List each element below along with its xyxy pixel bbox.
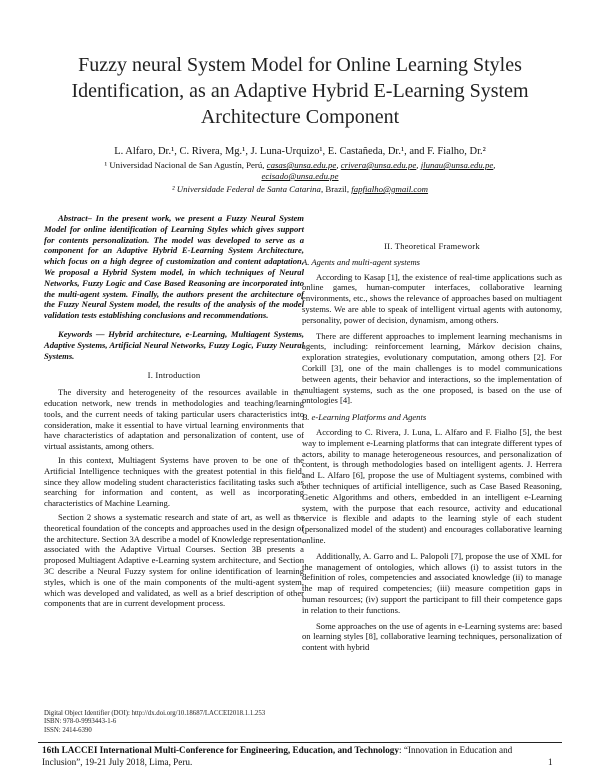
doi-line: Digital Object Identifier (DOI): http://dx.doi.org/10.18687/LACCEI2018.1.1.253 — [44, 710, 266, 717]
right-column — [302, 241, 562, 653]
paragraph: The diversity and heterogeneity of the resources available in the education network, new trends in methodologies and teaching/learning tools, and the current needs of taking particular users characteristics into consideration, make it essential to have virtual learning environments that have characteristics of adaptation and personalization of content, use of virtual assistants, among others. — [44, 387, 304, 452]
conference-footer — [42, 745, 522, 768]
paragraph: Section 2 shows a systematic research and state of art, as well as the theoretical foundation of the concepts and approaches used in the design of the architecture. Section 3A describe a model of Knowledge representation, associated with the Adaptive Virtual Courses. Section 3B presents a proposed Multiagent Adaptive e-Learning system architecture, and Section 3C describe a Neural Fuzzy system for online identification of learning styles, which is one of the main components of the multi-agent system, which was developed and validated, as well as a brief description of other components that are in current development process. — [44, 511, 304, 609]
subsection-heading: B. e-Learning Platforms and Agents — [302, 412, 427, 423]
paper-title: Fuzzy neural System Model for Online Learning Styles Identification, as an Adaptive Hybrid E-Learning System Architecture Component — [71, 54, 529, 128]
author-email[interactable]: casas@unsa.edu.pe — [266, 160, 337, 170]
affiliation-2-institution: ² Universidade Federal de Santa Catarina — [171, 184, 321, 194]
affiliation-2 — [40, 184, 560, 195]
conference-name: 16th LACCEI International Multi-Conference for Engineering, Education, and Technology — [42, 745, 399, 755]
page-number: 1 — [548, 757, 553, 767]
subsection-heading: A. Agents and multi-agent systems — [302, 256, 420, 267]
isbn-line: ISBN: 978-0-9993443-1-6 — [44, 718, 117, 726]
conference-details: : “Innovation in Education and Inclusion”, 19-21 July 2018, Lima, Peru. — [42, 745, 513, 767]
paragraph: In this context, Multiagent Systems have proven to be one of the Artificial Intelligence techniques with the greatest potential in this field, since they allow modeling student characteristics facilitating tasks such as searching for information and content, as well as incorporating characteristics of Machine Learning. — [44, 454, 304, 509]
left-column — [44, 213, 304, 609]
affiliation-1: ¹ Universidad Nacional de San Agustín, Perú, casas@unsa.edu.pe, crivera@unsa.edu.pe, jlunau@unsa.edu.pe, ecisado@unsa.edu.pe — [104, 160, 496, 181]
section-heading: I. Introduction — [147, 370, 201, 381]
keywords: Keywords — Hybrid architecture, e-Learning, Multiagent Systems, Adaptive Systems, Artificial Neural Networks, Fuzzy Logic, Fuzzy Neural Systems. — [44, 328, 304, 361]
paragraph: There are different approaches to implement learning mechanisms in agents, including: reinforcement learning, Márkov decision chains, exploration strategies, evolutionary computation, among others [2]. For Corkill [3], one of the main challenges is to model communications between agents, their behavior and interactions, so the implementation of multiagent systems, such as the one proposed, is based on the use of ontologies [4]. — [302, 330, 562, 406]
author-email[interactable]: fapfialho@gmail.com — [351, 184, 429, 194]
paragraph: According to C. Rivera, J. Luna, L. Alfaro and F. Fialho [5], the best way to implement e-Learning platforms that can integrate different types of actors, ability to manage heterogeneous resources, and personalization of content, is through methodologies based on intelligent agents. J. Herrera and L. Alfaro [6], propose the use of Multiagent systems, combined with other techniques of artificial intelligence, such as Case Based Reasoning, Genetic Algorithms and others, embedded in an intelligent e-Learning system, with the purpose that each resource, activity and educational service is flexible and adapts to the learning style of each student (personalized model of the student) and encourages collaborative learning online. — [302, 426, 562, 545]
paragraph: Some approaches on the use of agents in e-Learning systems are: based on learning styles [8], collaborative learning techniques, personalization of content with hybrid — [302, 620, 562, 653]
section-heading: II. Theoretical Framework — [384, 241, 480, 251]
issn-line: ISSN: 2414-6390 — [44, 726, 92, 734]
doi-note — [44, 710, 265, 735]
author-email[interactable]: ecisado@unsa.edu.pe — [261, 171, 339, 181]
footer-divider — [38, 742, 562, 743]
affiliation-1-institution: ¹ Universidad Nacional de San Agustín, Perú, — [104, 160, 267, 170]
paragraph: Additionally, A. Garro and L. Palopoli [7], propose the use of XML for the management of ontologies, which allows (i) to assist tutors in the definition of roles, competencies and associated knowledge (ii) to manage the map of required competencies; (iii) measure competition gaps in human resources; (iv) support the participant to fill their competence gaps in relation to their functions. — [302, 550, 562, 615]
abstract: Abstract– In the present work, we present a Fuzzy Neural System Model for online identification of Learning Styles which gives support for contents personalization. The model was developed to serve as a component for an Adaptive Hybrid E-Learning System Architecture, which focus on a high degree of customization and content adaptation. We proposal a Hybrid System model, in which techniques of Neural Networks, Fuzzy Logic and Case Based Reasoning are incorporated into the multi-agent system. Finally, the authors present the architecture of the Fuzzy Neural System model, the results of the analysis of the model validation tests establishing conclusions and recommendations. — [44, 213, 304, 321]
paragraph: According to Kasap [1], the existence of real-time applications such as online games, human-computer interfaces, collaborative learning environments, etc., shows the relevance of approaches based on multiagent systems. We are able to speak of intelligent virtual agents with autonomy, personality, power of decision, dynamism, among others. — [302, 271, 562, 325]
author-email[interactable]: jlunau@unsa.edu.pe — [420, 160, 494, 170]
author-email[interactable]: crivera@unsa.edu.pe — [340, 160, 417, 170]
author-list: L. Alfaro, Dr.¹, C. Rivera, Mg.¹, J. Luna-Urquizo¹, E. Castañeda, Dr.¹, and F. Fialho, Dr.² — [114, 146, 486, 157]
affiliation-2-country: , Brazil, — [320, 184, 352, 194]
